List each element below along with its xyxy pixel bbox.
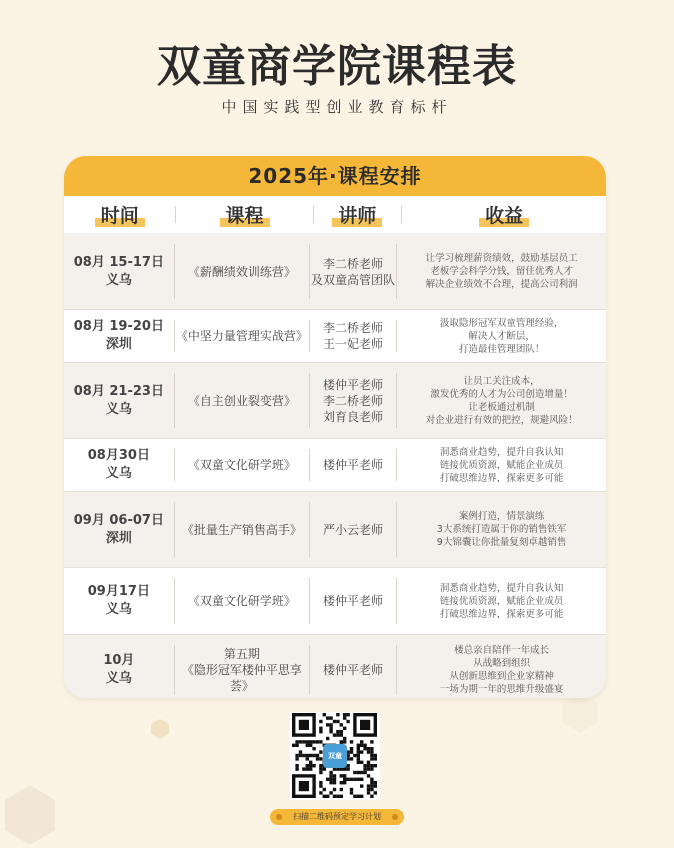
course-cell-line: 《隐形冠军楼仲平思享荟》 (181, 663, 302, 693)
teacher-cell-line: 楼仲平老师 (323, 663, 384, 677)
table-row (64, 439, 606, 492)
scan-qr-label: 扫描二维码预定学习计划 (270, 809, 404, 825)
table-row (64, 234, 606, 310)
hexagon-decoration-icon (150, 718, 170, 740)
benefit-cell (397, 375, 606, 427)
teacher-cell (310, 256, 396, 288)
benefit-cell (397, 446, 606, 485)
teacher-cell-line: 王一妃老师 (323, 337, 384, 351)
benefit-cell-line: 汲取隐形冠军双童管理经验， (439, 317, 564, 329)
qr-center-logo: 双童 (323, 744, 347, 768)
date-cell-line: 义乌 (105, 272, 132, 288)
course-cell (175, 457, 309, 473)
benefit-cell-line: 让学习梳理薪资绩效，鼓励基层员工 (425, 253, 578, 264)
date-cell (64, 318, 174, 354)
teacher-cell-line: 楼仲平老师 (323, 594, 384, 608)
column-header-teacher: 讲师 (314, 201, 402, 228)
benefit-cell-line: 3大系统打造属于你的销售铁军 (436, 524, 567, 535)
course-cell-line: 第五期 (223, 647, 260, 661)
table-row (64, 568, 606, 635)
qr-code[interactable] (290, 712, 380, 800)
course-cell (175, 328, 309, 344)
date-cell-line: 08月30日 (87, 448, 150, 463)
teacher-cell-line: 李二桥老师 (323, 256, 384, 271)
benefit-cell-line: 从战略到组织 (473, 658, 531, 669)
schedule-rows (64, 234, 606, 698)
teacher-cell-line: 楼仲平老师 (323, 458, 384, 472)
date-cell (64, 383, 174, 419)
course-cell (175, 593, 309, 609)
benefit-cell-line: 激发优秀的人才为公司创造增量！ (430, 388, 573, 400)
teacher-cell-line: 严小云老师 (323, 522, 384, 537)
teacher-cell (310, 377, 396, 425)
column-header-time: 时间 (64, 201, 175, 228)
date-cell (64, 254, 174, 290)
date-cell-line: 10月 (103, 653, 135, 668)
page-subtitle: 中国实践型创业教育标杆 (221, 98, 453, 116)
benefit-cell (397, 252, 606, 291)
course-cell-line: 《中坚力量管理实战营》 (175, 329, 308, 343)
column-headers (64, 196, 606, 234)
benefit-cell-line: 一场为期一年的思维升级盛宴 (439, 684, 564, 695)
teacher-cell (310, 320, 396, 352)
teacher-cell-line: 李二桥老师 (323, 393, 384, 408)
date-cell-line: 义乌 (105, 671, 132, 686)
date-cell-line: 08月 15-17日 (73, 254, 164, 270)
table-row (64, 363, 606, 439)
benefit-cell-line: 链接优质资源，赋能企业成员 (439, 595, 564, 607)
page-title: 双童商学院课程表 (157, 41, 517, 92)
benefit-cell-line: 让老板通过机制 (468, 401, 535, 413)
date-cell-line: 深圳 (105, 337, 132, 352)
date-cell (64, 512, 174, 548)
teacher-cell (310, 457, 396, 473)
benefit-cell-line: 让员工关注成本， (463, 375, 540, 387)
benefit-cell-line: 打破思维边界，探索更多可能 (439, 608, 564, 620)
benefit-cell-line: 打造最佳管理团队！ (458, 343, 545, 355)
date-cell-line: 义乌 (105, 602, 132, 617)
teacher-cell (310, 662, 396, 678)
column-header-course: 课程 (176, 201, 312, 228)
table-row (64, 310, 606, 363)
course-cell (175, 393, 309, 409)
date-cell-line: 义乌 (105, 466, 132, 481)
course-cell (175, 264, 309, 280)
course-cell (175, 522, 309, 538)
teacher-cell (310, 593, 396, 609)
benefit-cell (397, 644, 606, 696)
date-cell (64, 447, 174, 483)
benefit-cell-line: 9大锦囊让你批量复刻卓越销售 (436, 537, 567, 548)
hexagon-decoration-icon (0, 780, 60, 848)
teacher-cell-line: 及双童高管团队 (311, 272, 396, 287)
course-cell-line: 《双童文化研学班》 (187, 594, 296, 608)
date-cell-line: 义乌 (105, 401, 132, 417)
benefit-cell (397, 510, 606, 549)
benefit-cell (397, 582, 606, 621)
benefit-cell-line: 解决人才断层， (468, 330, 535, 342)
date-cell-line: 09月 06-07日 (73, 512, 164, 528)
teacher-cell-line: 楼仲平老师 (323, 377, 384, 392)
benefit-cell-line: 对企业进行有效的把控，规避风险！ (425, 414, 578, 426)
benefit-cell-line: 打破思维边界，探索更多可能 (439, 472, 564, 484)
table-row (64, 635, 606, 698)
benefit-cell-line: 从创新思维到企业家精神 (449, 671, 554, 682)
teacher-cell-line: 李二桥老师 (323, 321, 384, 335)
benefit-cell-line: 楼总亲自陪伴一年成长 (454, 645, 550, 656)
date-cell (64, 583, 174, 619)
benefit-cell-line: 案例打造，情景演练 (458, 511, 545, 522)
column-header-benefit: 收益 (402, 201, 606, 228)
benefit-cell-line: 解决企业绩效不合理，提高公司利润 (425, 279, 578, 290)
date-cell-line: 08月 21-23日 (73, 383, 164, 399)
benefit-cell-line: 洞悉商业趋势，提升自我认知 (439, 446, 564, 458)
course-cell-line: 《批量生产销售高手》 (181, 522, 302, 537)
table-row (64, 492, 606, 568)
course-cell-line: 《双童文化研学班》 (187, 458, 296, 472)
benefit-cell (397, 317, 606, 356)
schedule-heading: 2025年·课程安排 (64, 156, 606, 196)
teacher-cell-line: 刘育良老师 (323, 409, 384, 424)
schedule-card (64, 156, 606, 698)
date-cell (64, 652, 174, 688)
course-cell-line: 《薪酬绩效训练营》 (187, 264, 296, 279)
teacher-cell (310, 522, 396, 538)
benefit-cell-line: 链接优质资源，赋能企业成员 (439, 459, 564, 471)
benefit-cell-line: 老板学会科学分钱，留住优秀人才 (430, 266, 573, 277)
date-cell-line: 08月 19-20日 (73, 319, 164, 334)
date-cell-line: 深圳 (105, 530, 132, 546)
date-cell-line: 09月17日 (87, 584, 150, 599)
course-cell-line: 《自主创业裂变营》 (187, 393, 296, 408)
benefit-cell-line: 洞悉商业趋势，提升自我认知 (439, 582, 564, 594)
course-cell (175, 646, 309, 694)
